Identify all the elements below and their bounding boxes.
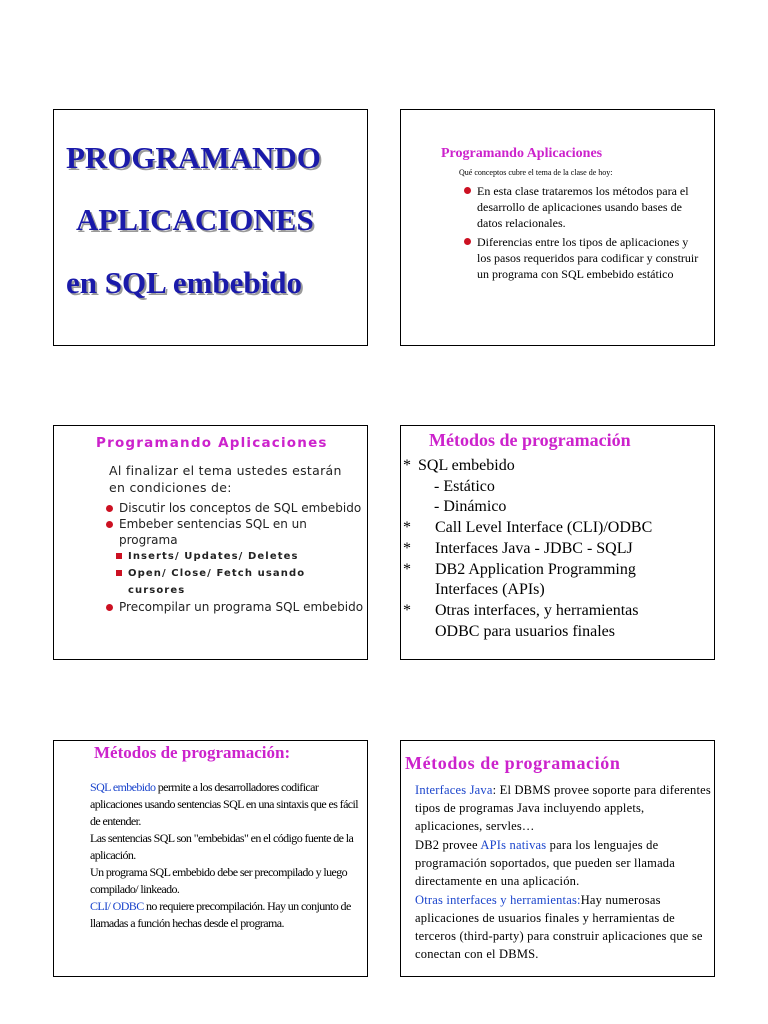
slide-body: [415, 781, 715, 964]
paragraph: [90, 779, 362, 830]
list-item: [106, 500, 366, 516]
item-text: - Estático: [434, 478, 495, 495]
paragraph-text: no requiere precompilación. Hay un conjunto de llamadas a función hechas desde el programa.: [90, 899, 351, 930]
slide-heading: Programando Aplicaciones: [441, 146, 603, 161]
item-text: SQL embebido: [418, 457, 515, 474]
item-text: Interfaces (APIs): [435, 581, 545, 598]
item-text: DB2 Application Programming: [435, 561, 636, 578]
slide-body: [90, 779, 362, 932]
paragraph: [415, 836, 715, 890]
bullet-dot-icon: [106, 505, 113, 512]
item-text: ODBC para usuarios finales: [435, 623, 615, 640]
item-text: - Dinámico: [434, 498, 507, 515]
slide-heading: Métodos de programación: [405, 753, 621, 773]
highlight-term: SQL embebido: [90, 780, 156, 794]
highlight-term: Otras interfaces y herramientas:: [415, 893, 581, 907]
paragraph: [415, 891, 715, 963]
asterisk-marker: *: [403, 602, 411, 619]
list-item: [106, 516, 366, 548]
asterisk-marker: *: [403, 519, 411, 536]
bullet-dot-icon: [106, 604, 113, 611]
highlight-term: Interfaces Java: [415, 783, 493, 797]
sub-list-item: [106, 548, 366, 565]
slide-methods-interfaces: [400, 740, 715, 977]
slide-objectives: [53, 425, 368, 660]
title-line-3: en SQL embebido: [66, 265, 302, 300]
bullet-list: [106, 500, 366, 615]
paragraph-text: para los lenguajes de programación soportados, que pueden ser llamada directamente en una aplicación.: [415, 838, 676, 888]
bullet-text: Diferencias entre los tipos de aplicaciones y los pasos requeridos para codificar y construir un programa con SQL embebido estático: [477, 235, 699, 281]
paragraph-text: Hay numerosas aplicaciones de usuarios finales y herramientas de terceros (third-party) para construir aplicaciones que se conectan con el DBMS.: [415, 893, 703, 961]
paragraph-text: : El DBMS provee soporte para diferentes tipos de programas Java incluyendo applets, aplicaciones, servles…: [415, 783, 711, 833]
item-text: Interfaces Java - JDBC - SQLJ: [435, 540, 633, 557]
asterisk-marker: *: [403, 457, 411, 474]
bullet-text: Discutir los conceptos de SQL embebido: [119, 501, 362, 515]
sub-list-item: [106, 565, 366, 599]
highlight-term: APIs nativas: [480, 838, 547, 852]
paragraph-text: DB2 provee: [415, 838, 481, 852]
list-item: [106, 599, 366, 615]
square-bullet-icon: [116, 570, 122, 576]
bullet-text: Precompilar un programa SQL embebido: [119, 600, 364, 614]
slide-heading: Métodos de programación:: [94, 743, 291, 762]
item-text: Otras interfaces, y herramientas: [435, 602, 639, 619]
slide-methods-detail: [53, 740, 368, 977]
item-text: Call Level Interface (CLI)/ODBC: [435, 519, 653, 536]
list-item: [464, 183, 704, 231]
slide-methods-list: [400, 425, 715, 660]
paragraph: Un programa SQL embebido debe ser precompilado y luego compilado/ linkeado.: [90, 865, 348, 896]
list-item: [464, 234, 704, 282]
slide-overview: [400, 109, 715, 346]
slide-heading: Programando Aplicaciones: [96, 435, 328, 451]
square-bullet-icon: [116, 553, 122, 559]
asterisk-marker: *: [403, 561, 411, 578]
sub-item-text: Open/ Close/ Fetch usando cursores: [128, 568, 306, 596]
bullet-dot-icon: [464, 238, 471, 245]
bullet-dot-icon: [464, 187, 471, 194]
slide-intro: Qué conceptos cubre el tema de la clase de hoy:: [459, 168, 613, 177]
bullet-list: [464, 183, 704, 285]
bullet-dot-icon: [106, 521, 113, 528]
bullet-text: En esta clase trataremos los métodos para el desarrollo de aplicaciones usando bases de datos relacionales.: [477, 184, 689, 230]
paragraph: Las sentencias SQL son "embebidas" en el código fuente de la aplicación.: [90, 831, 354, 862]
title-line-1: PROGRAMANDO: [66, 140, 321, 175]
title-line-2: APLICACIONES: [76, 202, 314, 237]
highlight-term: CLI/ ODBC: [90, 899, 144, 913]
bullet-text: Embeber sentencias SQL en un programa: [119, 517, 307, 547]
paragraph-text: permite a los desarrolladores codificar aplicaciones usando sentencias SQL en una sintaxis que es fácil de entender.: [90, 780, 358, 828]
asterisk-marker: *: [403, 540, 411, 557]
paragraph: [415, 781, 715, 835]
sub-item-text: Inserts/ Updates/ Deletes: [128, 551, 299, 562]
slide-title: [53, 109, 368, 346]
paragraph: [90, 898, 362, 932]
slide-heading: Métodos de programación: [429, 430, 631, 450]
slide-intro: Al finalizar el tema ustedes estarán en condiciones de:: [109, 463, 342, 495]
